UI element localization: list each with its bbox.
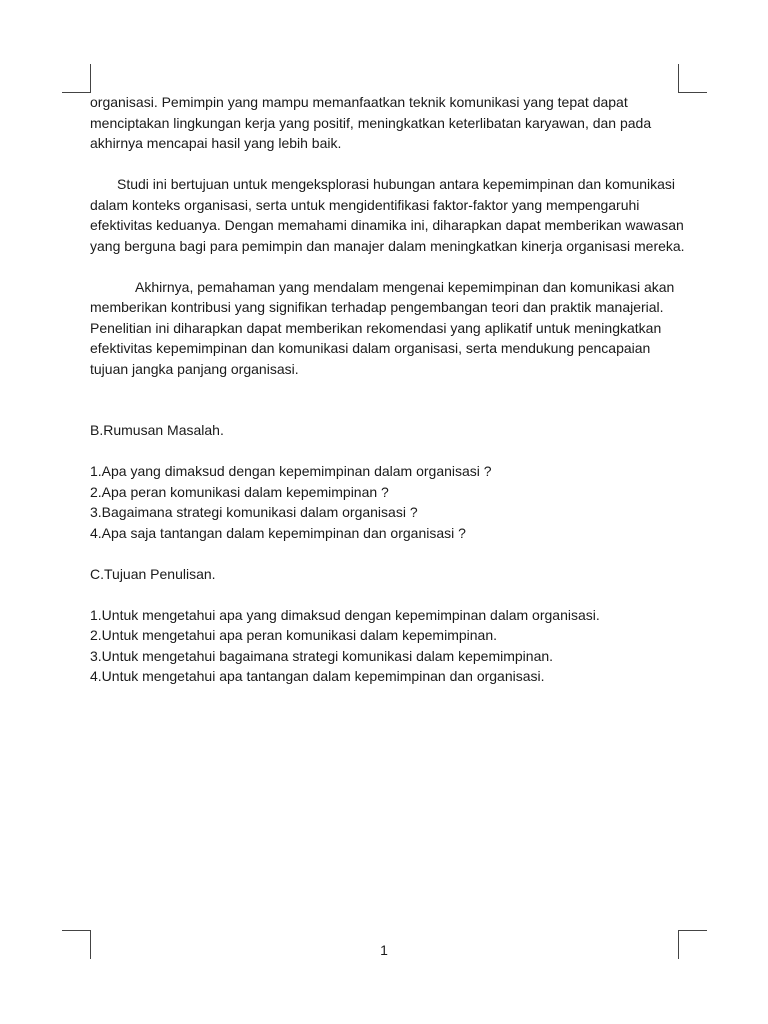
section-spacer bbox=[90, 543, 690, 564]
list-item: 1.Apa yang dimaksud dengan kepemimpinan dalam organisasi ? bbox=[90, 463, 492, 479]
list-item: 1.Untuk mengetahui apa yang dimaksud dengan kepemimpinan dalam organisasi. bbox=[90, 606, 600, 623]
list-item: 3.Untuk mengetahui bagaimana strategi komunikasi dalam kepemimpinan. bbox=[90, 647, 554, 664]
heading-rumusan-masalah: B.Rumusan Masalah. bbox=[90, 422, 224, 438]
section-spacer bbox=[90, 379, 690, 420]
paragraph-spacer bbox=[90, 256, 690, 277]
paragraph-intro-continuation: organisasi. Pemimpin yang mampu memanfaatkan teknik komunikasi yang tepat dapat menciptakan lingkungan kerja yang positif, meningkatkan keterlibatan karyawan, dan pada akhirnya mencapai hasil yang lebih baik. bbox=[90, 94, 652, 151]
list-item: 2.Untuk mengetahui apa peran komunikasi dalam kepemimpinan. bbox=[90, 627, 498, 643]
section-spacer bbox=[90, 441, 690, 462]
heading-tujuan-penulisan: C.Tujuan Penulisan. bbox=[90, 565, 216, 582]
section-spacer bbox=[90, 584, 690, 605]
list-item: 4.Apa saja tantangan dalam kepemimpinan dan organisasi ? bbox=[90, 524, 466, 541]
document-body bbox=[90, 92, 690, 687]
crop-mark-top-right bbox=[678, 64, 707, 93]
crop-mark-top-left bbox=[62, 64, 91, 93]
paragraph-conclusion: Akhirnya, pemahaman yang mendalam mengenai kepemimpinan dan komunikasi akan memberikan kontribusi yang signifikan terhadap pengembangan teori dan praktik manajerial. Penelitian ini diharapkan dapat memberikan rekomendasi yang aplikatif untuk meningkatkan efektivitas kepemimpinan dan komunikasi dalam organisasi, serta mendukung pencapaian tujuan jangka panjang organisasi. bbox=[90, 278, 675, 377]
paragraph-study-purpose: Studi ini bertujuan untuk mengeksplorasi hubungan antara kepemimpinan dan komunikasi dalam konteks organisasi, serta untuk mengidentifikasi faktor-faktor yang mempengaruhi efektivitas keduanya. Dengan memahami dinamika ini, diharapkan dapat memberikan wawasan yang berguna bagi para pemimpin dan manajer dalam meningkatkan kinerja organisasi mereka. bbox=[90, 176, 685, 254]
list-item: 2.Apa peran komunikasi dalam kepemimpinan ? bbox=[90, 483, 389, 500]
page-number: 1 bbox=[380, 942, 388, 958]
paragraph-spacer bbox=[90, 154, 690, 175]
list-item: 3.Bagaimana strategi komunikasi dalam organisasi ? bbox=[90, 504, 418, 520]
rumusan-list bbox=[90, 461, 690, 543]
list-item: 4.Untuk mengetahui apa tantangan dalam kepemimpinan dan organisasi. bbox=[90, 668, 545, 684]
tujuan-list bbox=[90, 605, 690, 687]
